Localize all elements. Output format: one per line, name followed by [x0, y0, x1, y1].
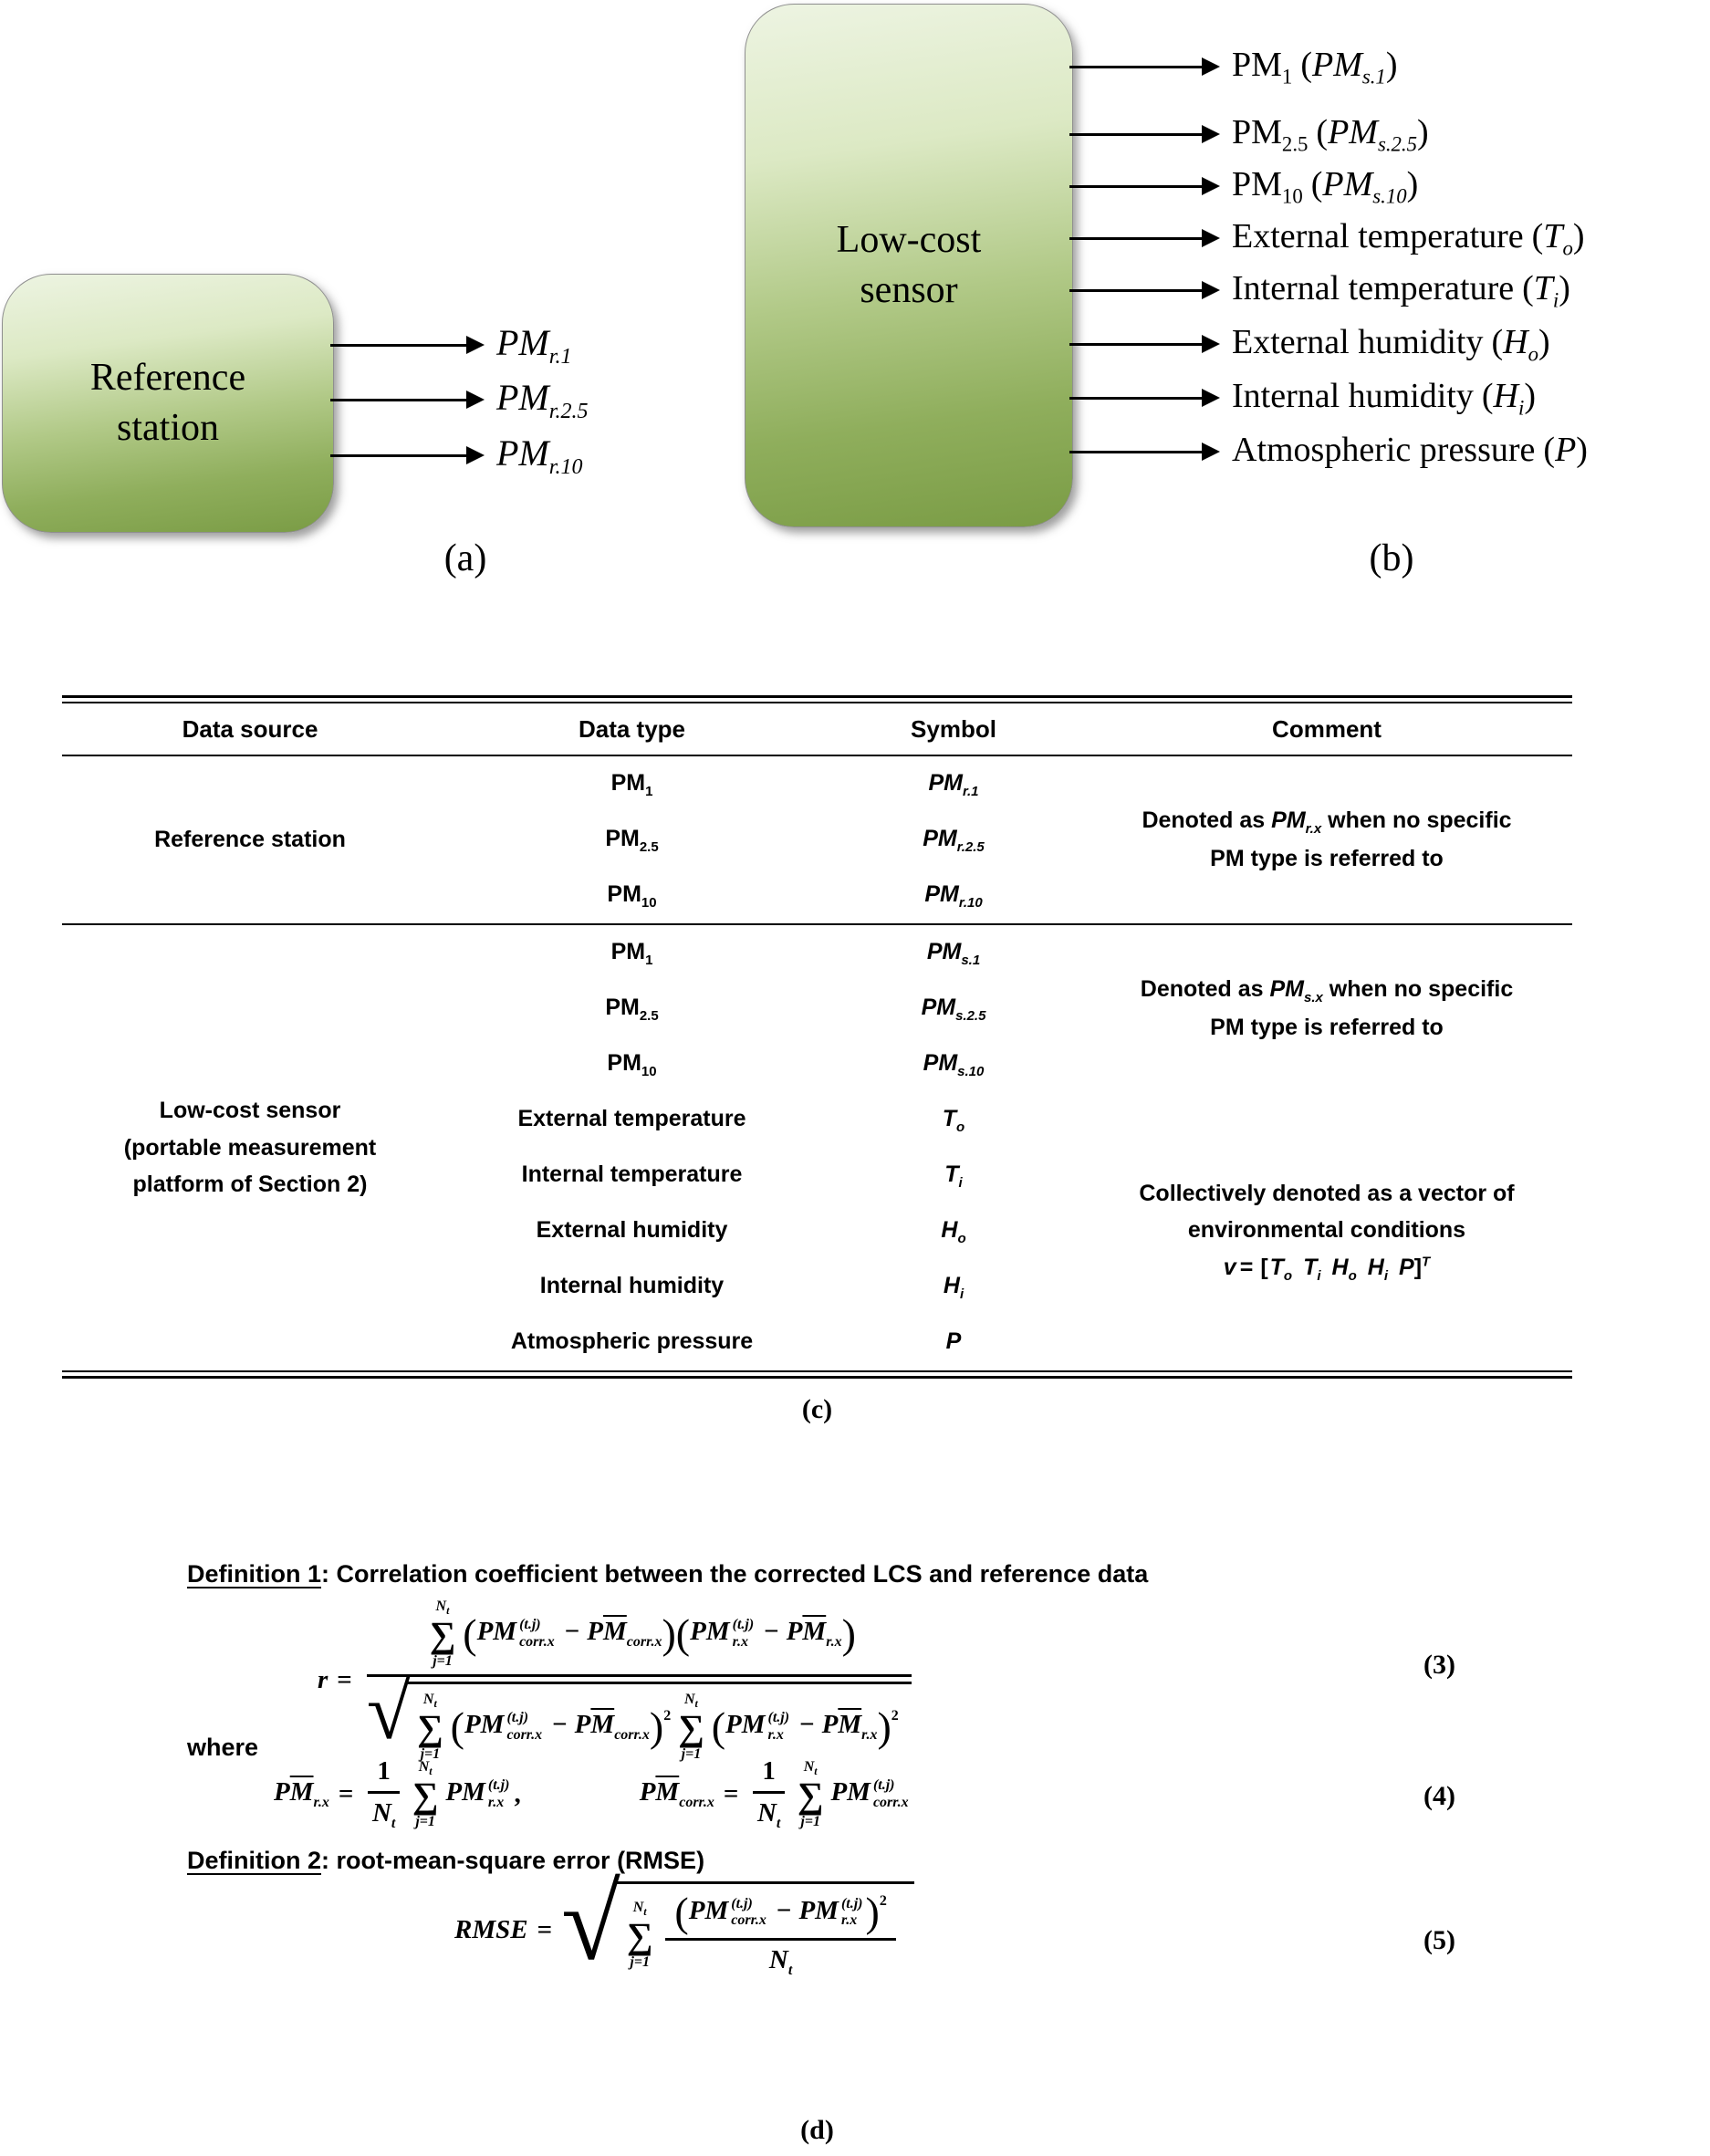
output-label: $PM_{r.10}$	[496, 432, 583, 479]
cell-data-type: External temperature	[517, 1105, 746, 1131]
output-row	[1069, 270, 1570, 310]
script-stack: (t.j) r.x	[840, 1895, 863, 1928]
arrow-right-icon	[1069, 289, 1203, 292]
arrow-right-icon	[1069, 185, 1203, 188]
box-label-line: Reference	[89, 357, 246, 400]
box-label-line: Low-cost	[836, 219, 982, 262]
sum-lower-limit: j=1	[420, 1746, 441, 1763]
fraction: $\frac{1}{N_t}$	[753, 1756, 785, 1832]
script-stack: (t.j) corr.x	[872, 1777, 909, 1810]
cell-data-type: $PM_{2.5}$	[605, 825, 659, 855]
sum-lower-limit: j=1	[415, 1813, 435, 1829]
sum-upper-limit: $N_t$	[803, 1758, 818, 1777]
output-row	[330, 432, 583, 479]
sum-upper-limit: $N_t$	[632, 1900, 647, 1919]
cell-data-type: $PM_1$	[610, 769, 653, 799]
output-label: $PM_{2.5}$ $(PM_{s.2.5})$	[1232, 112, 1429, 156]
sum-upper-limit: $N_t$	[683, 1691, 698, 1711]
table-row	[62, 755, 1572, 812]
output-row	[1069, 324, 1550, 364]
fraction	[367, 1599, 912, 1763]
pm-term: PM (t.j) r.x	[445, 1777, 510, 1810]
cell-symbol: $H_i$	[943, 1272, 964, 1302]
summation-symbol: $N_t$ ∑ j=1	[797, 1758, 824, 1829]
data-table-wrap	[62, 695, 1572, 1379]
square-root: √ $N_t$ ∑ j=1 ( PM (t.j) corr.x − PM (t.j) r.x ) 2 $N_t$	[561, 1881, 914, 1979]
equation-3: r = $N_t$ ∑ j=1 ( PM (t.j) corr.x − $P\overline{M}_{corr.x}$ ) ( PM (t.j) r.x − $P\overline{M}_{r.x}$ ) √ $N_t$ ∑ j=1 ( PM (t.j) corr.x − $P\overline{M}_{corr.x}$ ) 2 $N_t$ ∑ j=1 ( PM (t.j) r.x − $P\overline{M}_{r.x}$ ) 2	[318, 1599, 917, 1763]
caption-c: (c)	[801, 1394, 833, 1424]
output-row	[330, 321, 572, 369]
script-stack: (t.j) r.x	[487, 1777, 510, 1810]
equation-5: RMSE = √ $N_t$ ∑ j=1 ( PM (t.j) corr.x − PM (t.j) r.x ) 2 $N_t$	[454, 1881, 914, 1979]
cell-data-type: $PM_{2.5}$	[605, 994, 659, 1024]
difference-term: ( PM (t.j) r.x − $P\overline{M}_{r.x}$ )	[675, 1609, 856, 1657]
script-stack: (t.j) corr.x	[506, 1710, 543, 1743]
difference-term-squared: ( PM (t.j) corr.x − $P\overline{M}_{corr.x}$ ) 2	[450, 1703, 672, 1750]
col-header-comment: Comment	[1081, 703, 1572, 755]
cell-data-type: Internal temperature	[521, 1161, 743, 1187]
arrow-right-icon	[1069, 133, 1203, 136]
output-row	[1069, 114, 1429, 154]
arrow-right-icon	[1069, 343, 1203, 346]
box-label-line: station	[117, 407, 219, 449]
box-label-line: sensor	[860, 269, 958, 311]
cell-data-type: $PM_{10}$	[438, 868, 826, 924]
cell-symbol: $H_o$	[941, 1216, 966, 1246]
cell-symbol: $PM_{s.2.5}$	[921, 994, 986, 1024]
cell-data-type: Atmospheric pressure	[510, 1328, 754, 1354]
definition-1-heading: Definition 1: Correlation coefficient between the corrected LCS and reference data	[187, 1560, 1149, 1588]
cell-comment-sensor-pm: Denoted as $PM_{s.x}$ when no specific PM type is referred to	[1140, 976, 1514, 1041]
output-label: Atmospheric pressure (P)	[1232, 430, 1588, 469]
caption-d: (d)	[800, 2115, 834, 2145]
difference-term: ( PM (t.j) corr.x − $P\overline{M}_{corr.x}$ )	[463, 1609, 676, 1657]
col-header-data-type: Data type	[438, 703, 826, 755]
output-row	[1069, 432, 1588, 472]
cell-symbol: $T_i$	[944, 1161, 963, 1191]
fraction: ( PM (t.j) corr.x − PM (t.j) r.x ) 2 $N_t$	[665, 1891, 895, 1979]
difference-term-squared: ( PM (t.j) r.x − $P\overline{M}_{r.x}$ ) 2	[711, 1703, 899, 1750]
sum-lower-limit: j=1	[800, 1813, 820, 1829]
data-table	[62, 702, 1572, 1372]
script-stack: (t.j) corr.x	[519, 1617, 555, 1650]
sum-lower-limit: j=1	[433, 1653, 453, 1670]
cell-symbol: $PM_{r.10}$	[826, 868, 1081, 924]
numerator	[367, 1599, 912, 1677]
cell-comment-environmental: Collectively denoted as a vector of environmental conditions $v = [T_o$ $T_i$ $H_o$ $H_i$ P]$^T$	[1081, 1092, 1572, 1371]
arrow-right-icon	[330, 399, 467, 401]
arrow-right-icon	[330, 344, 467, 347]
summation-symbol: $N_t$ ∑ j=1	[412, 1758, 439, 1829]
cell-comment-reference: Denoted as $PM_{r.x}$ when no specific PM type is referred to	[1081, 755, 1572, 924]
summation-symbol: $N_t$ ∑ j=1	[429, 1599, 456, 1670]
pm-bar-mean: $P\overline{M}_{r.x}$	[274, 1777, 329, 1811]
output-row	[330, 376, 589, 423]
cell-symbol: $PM_{r.2.5}$	[923, 825, 985, 855]
output-label: External humidity $(H_o)$	[1232, 322, 1550, 366]
cell-source-low-cost-sensor: Low-cost sensor (portable measurement platform of Section 2)	[123, 1098, 377, 1198]
col-header-symbol: Symbol	[826, 703, 1081, 755]
output-row	[1069, 166, 1418, 206]
output-label: $PM_{r.1}$	[496, 321, 572, 369]
cell-symbol: $PM_{s.1}$	[926, 938, 981, 968]
output-label: Internal humidity $(H_i)$	[1232, 376, 1536, 420]
cell-symbol: P	[945, 1328, 962, 1354]
cell-data-type: External humidity	[536, 1216, 728, 1243]
low-cost-sensor-box	[745, 4, 1073, 527]
output-label: Internal temperature $(T_i)$	[1232, 268, 1570, 312]
equation-4-number: (4)	[1423, 1781, 1455, 1811]
equation-3-number: (3)	[1423, 1650, 1455, 1680]
sum-lower-limit: j=1	[681, 1746, 702, 1763]
script-stack: (t.j) corr.x	[731, 1895, 766, 1928]
cell-symbol: $PM_{r.1}$	[928, 769, 979, 799]
cell-data-type: Internal humidity	[539, 1272, 725, 1298]
reference-station-box	[2, 274, 334, 533]
arrow-right-icon	[1069, 66, 1203, 68]
arrow-right-icon	[1069, 451, 1203, 453]
where-label: where	[187, 1734, 259, 1761]
definition-2-heading: Definition 2: root-mean-square error (RMSE)	[187, 1847, 705, 1874]
output-row	[1069, 47, 1398, 87]
output-row	[1069, 378, 1536, 418]
table-header-row	[62, 703, 1572, 755]
cell-symbol: $T_o$	[942, 1105, 965, 1135]
arrow-right-icon	[1069, 397, 1203, 400]
col-header-data-source: Data source	[62, 703, 438, 755]
arrow-right-icon	[330, 454, 467, 457]
fraction: $\frac{1}{N_t}$	[368, 1756, 400, 1832]
summation-symbol: $N_t$ ∑ j=1	[626, 1900, 653, 1971]
vector-definition: $v = [T_o$ $T_i$ $H_o$ $H_i$ P]$^T$	[1223, 1254, 1431, 1284]
script-stack: (t.j) r.x	[767, 1710, 790, 1743]
caption-b: (b)	[1369, 537, 1414, 579]
cell-source-reference-station: Reference station	[62, 755, 438, 924]
output-label: $PM_{10}$ $(PM_{s.10})$	[1232, 164, 1419, 208]
output-label: $PM_{r.2.5}$	[496, 376, 589, 423]
script-stack: (t.j) r.x	[732, 1617, 755, 1650]
cell-data-type: $PM_1$	[610, 938, 653, 968]
summation-symbol: $N_t$ ∑ j=1	[417, 1691, 443, 1763]
summation-symbol: $N_t$ ∑ j=1	[678, 1691, 704, 1763]
table-row	[62, 924, 1572, 981]
pm-term: PM (t.j) corr.x	[830, 1777, 909, 1810]
sum-lower-limit: j=1	[630, 1954, 650, 1971]
cell-symbol: $PM_{s.10}$	[923, 1049, 985, 1079]
cell-data-type: $PM_{10}$	[607, 1049, 657, 1079]
arrow-right-icon	[1069, 237, 1203, 240]
caption-a: (a)	[443, 537, 487, 579]
pm-bar-mean: $P\overline{M}_{corr.x}$	[639, 1777, 714, 1811]
square-root: √ $N_t$ ∑ j=1 ( PM (t.j) corr.x − $P\overline{M}_{corr.x}$ ) 2 $N_t$ ∑ j=1 ( PM (t.j) r.x − $P\overline{M}_{r.x}$ ) 2	[367, 1682, 912, 1763]
output-row	[1069, 218, 1585, 258]
equation-4: $P\overline{M}_{r.x}$ = $\frac{1}{N_t}$ $N_t$ ∑ j=1 PM (t.j) r.x , $P\overline{M}_{corr.x}$ = $\frac{1}{N_t}$ $N_t$ ∑ j=1 PM (t.j) corr.x	[274, 1756, 912, 1832]
sum-upper-limit: $N_t$	[435, 1599, 450, 1618]
sum-upper-limit: $N_t$	[418, 1758, 433, 1777]
equation-5-number: (5)	[1423, 1925, 1455, 1955]
output-label: $PM_1$ $(PM_{s.1})$	[1232, 45, 1398, 89]
output-label: External temperature $(T_o)$	[1232, 216, 1585, 260]
sum-upper-limit: $N_t$	[422, 1691, 437, 1711]
